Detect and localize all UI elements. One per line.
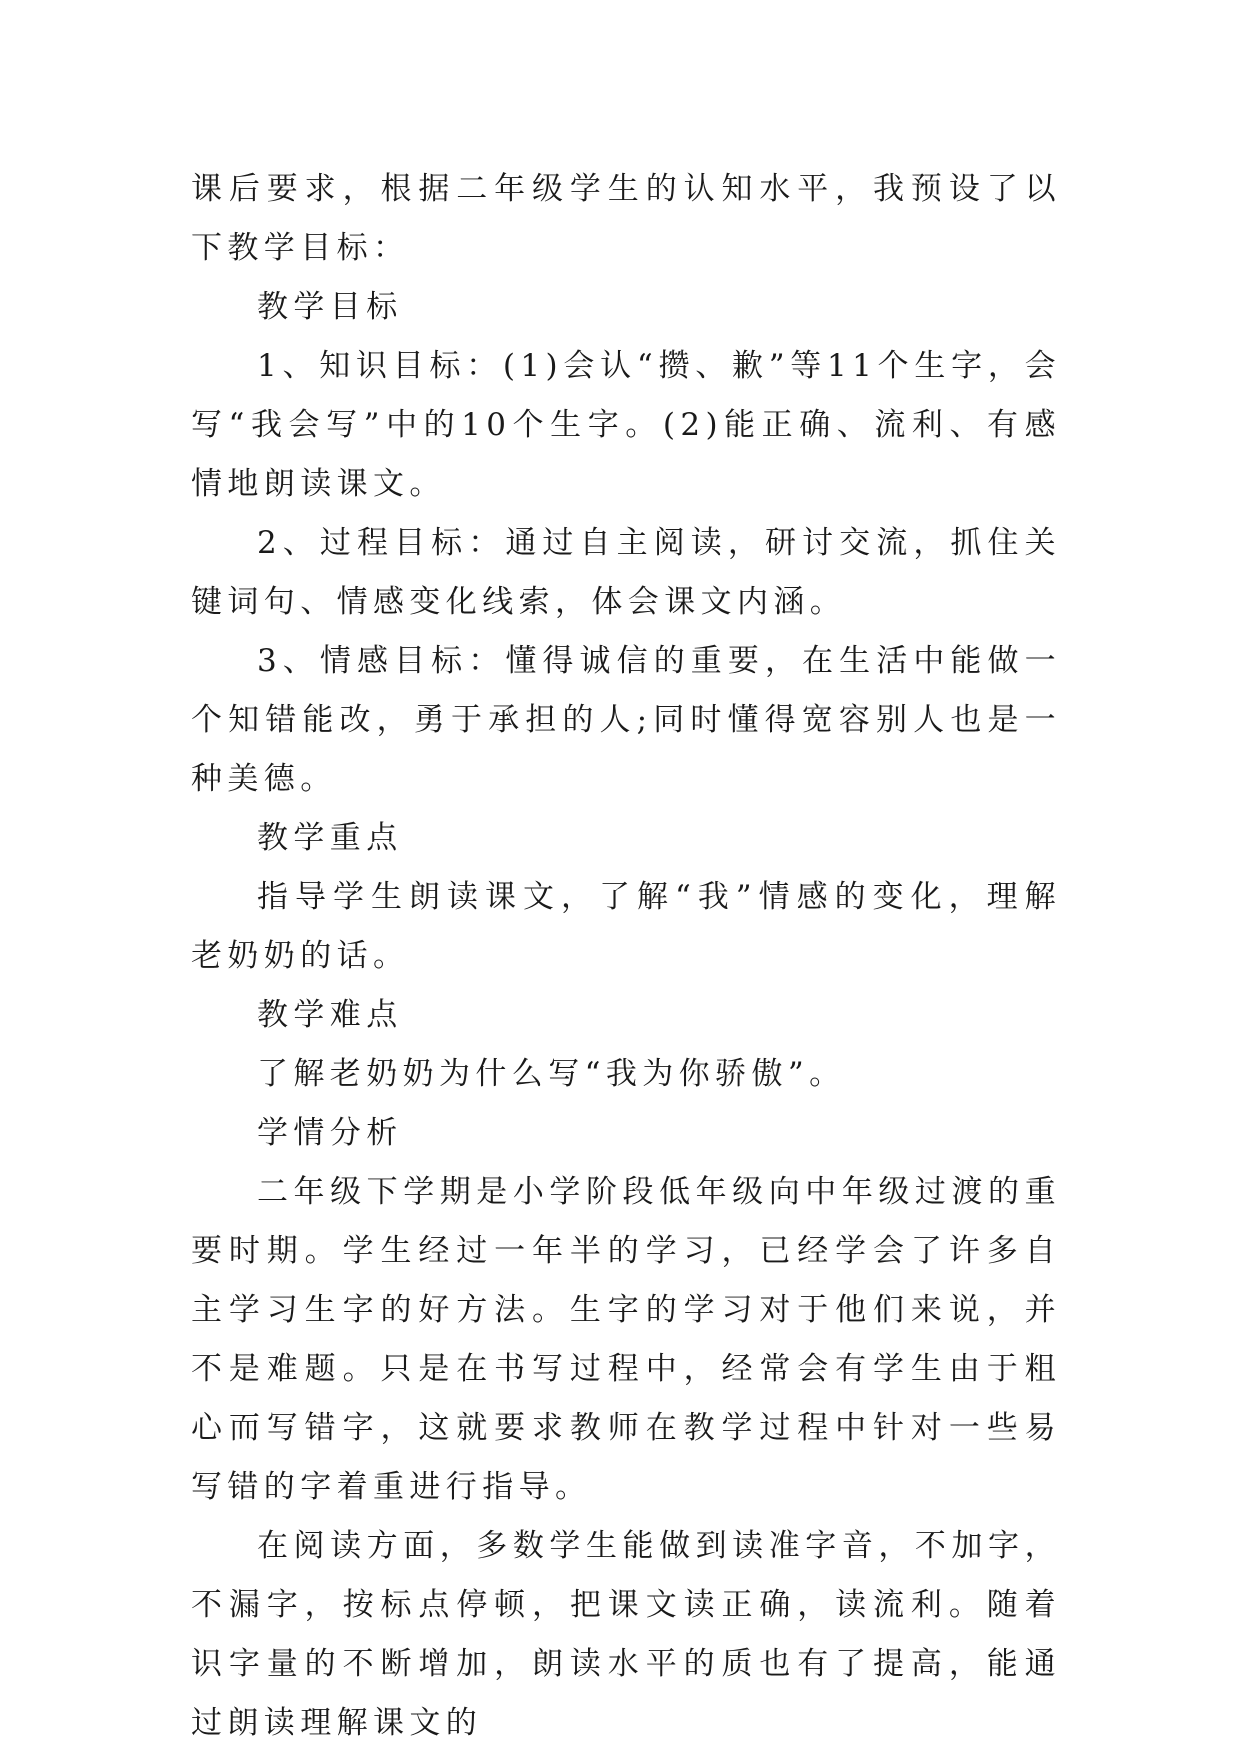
paragraph-learning-analysis: 二年级下学期是小学阶段低年级向中年级过渡的重要时期。学生经过一年半的学习，已经学会了许多自主学习生字的好方法。生字的学习对于他们来说，并不是难题。只是在书写过程中，经常会有学生由于粗心而写错字，这就要求教师在教学过程中针对一些易写错的字着重进行指导。 <box>191 1174 1061 1505</box>
heading-teaching-goals: 教学目标 <box>257 289 403 325</box>
document-body <box>191 160 1061 1753</box>
heading-teaching-focus: 教学重点 <box>257 820 403 856</box>
heading-teaching-difficulty: 教学难点 <box>257 997 403 1033</box>
paragraph-emotion-goal: 3、情感目标：懂得诚信的重要，在生活中能做一个知错能改，勇于承担的人;同时懂得宽容别人也是一种美德。 <box>191 643 1061 797</box>
paragraph-teaching-focus: 指导学生朗读课文，了解“我”情感的变化，理解老奶奶的话。 <box>191 879 1061 974</box>
paragraph-intro: 课后要求，根据二年级学生的认知水平，我预设了以下教学目标： <box>191 171 1061 266</box>
paragraph-reading-analysis: 在阅读方面，多数学生能做到读准字音，不加字，不漏字，按标点停顿，把课文读正确，读流利。随着识字量的不断增加，朗读水平的质也有了提高，能通过朗读理解课文的 <box>191 1528 1061 1741</box>
paragraph-knowledge-goal: 1、知识目标：(1)会认“攒、歉”等11个生字，会写“我会写”中的10个生字。(2)能正确、流利、有感情地朗读课文。 <box>191 348 1061 502</box>
heading-learning-analysis: 学情分析 <box>257 1115 403 1151</box>
paragraph-process-goal: 2、过程目标：通过自主阅读，研讨交流，抓住关键词句、情感变化线索，体会课文内涵。 <box>191 525 1061 620</box>
paragraph-teaching-difficulty: 了解老奶奶为什么写“我为你骄傲”。 <box>257 1056 846 1092</box>
